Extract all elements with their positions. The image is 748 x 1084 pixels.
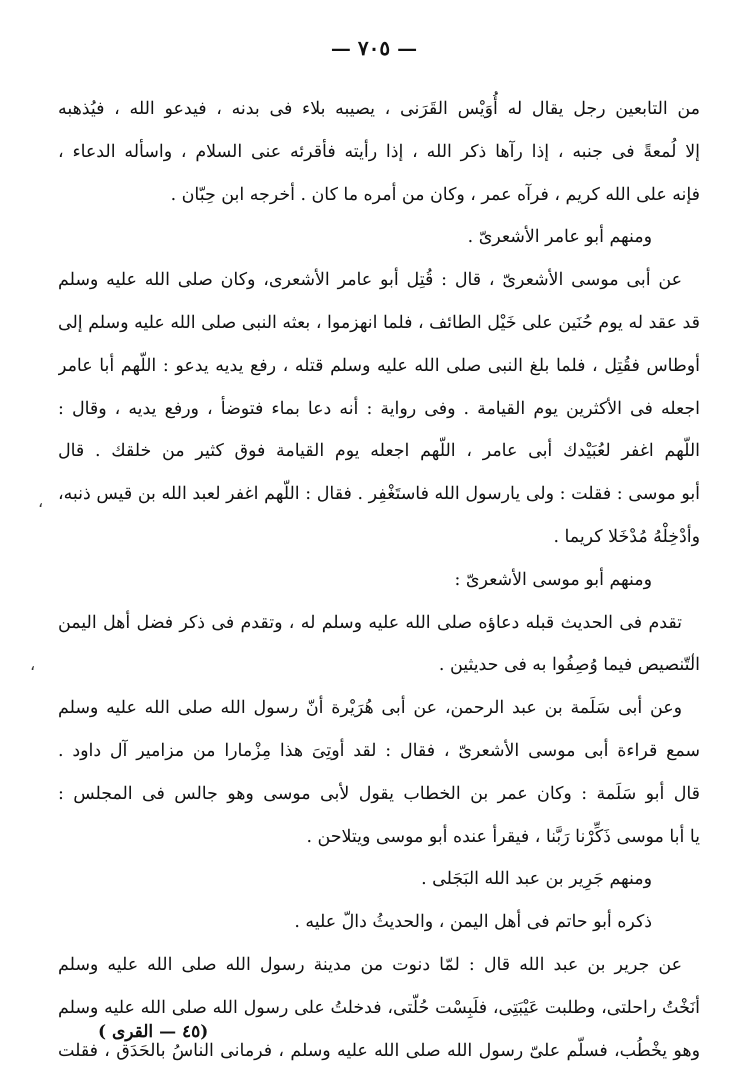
text-line: عن جرير بن عبد الله قال : لمّا دنوت من مدينة رسول الله صلى الله عليه وسلم (58, 954, 682, 975)
margin-mark: ، (690, 642, 696, 661)
margin-mark: ، (30, 655, 36, 674)
text-line: ومنهم جَرِير بن عبد الله البَجَلى . (421, 869, 652, 890)
body-text (58, 88, 700, 1072)
text-line: اجعله فى الأكثرين يوم القيامة . وفى رواية : أنه دعا بماء فتوضأ ، ورفع يديه ، وقال : (58, 398, 700, 419)
text-line: وهو يخْطُب، فسلّم علىّ رسول الله صلى الله عليه وسلم ، فرمانى الناسُ بالحَدَق ، فقلت (58, 1040, 700, 1061)
text-line: ذكره أبو حاتم فى أهل اليمن ، والحديثُ دالّ عليه . (294, 912, 652, 933)
text-line: ومنهم أبو موسى الأشعرىّ : (454, 569, 652, 590)
text-line: من التابعين رجل يقال له أُوَيْس القَرَنى ، يصيبه بلاء فى بدنه ، فيدعو الله ، فيُذهبه (58, 99, 700, 119)
text-line: وعن أبى سَلَمة بن عبد الرحمن، عن أبى هُرَيْرة أنّ رسول الله صلى الله عليه وسلم (58, 698, 682, 719)
page-number: — ٧٠٥ — (330, 36, 418, 60)
text-line: يا أبا موسى ذَكِّرْنا رَبَّنا ، فيقرأ عنده أبو موسى ويتلاحن . (306, 826, 700, 847)
text-line: اللّهم اغفر لعُبَيْدك أبى عامر ، اللّهم اجعله يوم القيامة فوق كثير من خلقك . قال (58, 441, 700, 462)
margin-mark: ، (38, 492, 44, 511)
text-line: قال أبو سَلَمة : وكان عمر بن الخطاب يقول لأبى موسى وهو جالس فى المجلس : (58, 783, 700, 804)
text-line: ومنهم أبو عامر الأشعرىّ . (467, 227, 652, 248)
text-line: سمع قراءة أبى موسى الأشعرىّ ، فقال : لقد أوتِىَ هذا مِزْمارا من مزامير آل داود . (58, 740, 700, 761)
text-line: قد عقد له يوم حُنَين على خَيْل الطائف ، فلما انهزموا ، بعثه النبى صلى الله عليه وسلم إلى (58, 312, 700, 333)
text-line: تقدم فى الحديث قبله دعاؤه صلى الله عليه وسلم له ، وتقدم فى ذكر فضل أهل اليمن (58, 612, 682, 633)
text-line: التّنصيص فيما وُصِفُوا به فى حديثين . (438, 655, 700, 676)
footer-signature: (٤٥ — القرى ) (98, 1022, 209, 1042)
text-line: أوطاس فقُتِل ، فلما بلغ النبى صلى الله عليه وسلم قتله ، رفع يديه يدعو : اللّهم أبا عامر (58, 355, 700, 376)
text-line: إلا لُمعةً فى جنبه ، إذا رآها ذكر الله ، إذا رأيته فأقرئه عنى السلام ، واسأله الدعاء ، (58, 141, 700, 162)
text-line: أنَخْتُ راحلتى، وطلبت عَيْبَتِى، فلَبِسْت حُلّتى، فدخلتُ على رسول الله صلى الله عليه وسلم (58, 997, 700, 1018)
text-line: أبو موسى : فقلت : ولى يارسول الله فاستَغْفِر . فقال : اللّهم اغفر لعبد الله بن قيس ذنبه، (58, 484, 700, 505)
text-line: فإنه على الله كريم ، فرآه عمر ، وكان من أمره ما كان . أخرجه ابن حِبّان . (170, 184, 700, 205)
text-line: عن أبى موسى الأشعرىّ ، قال : قُتِل أبو عامر الأشعرى، وكان صلى الله عليه وسلم (58, 270, 682, 291)
text-line: وأدْخِلْهُ مُدْخَلا كريما . (553, 526, 700, 547)
